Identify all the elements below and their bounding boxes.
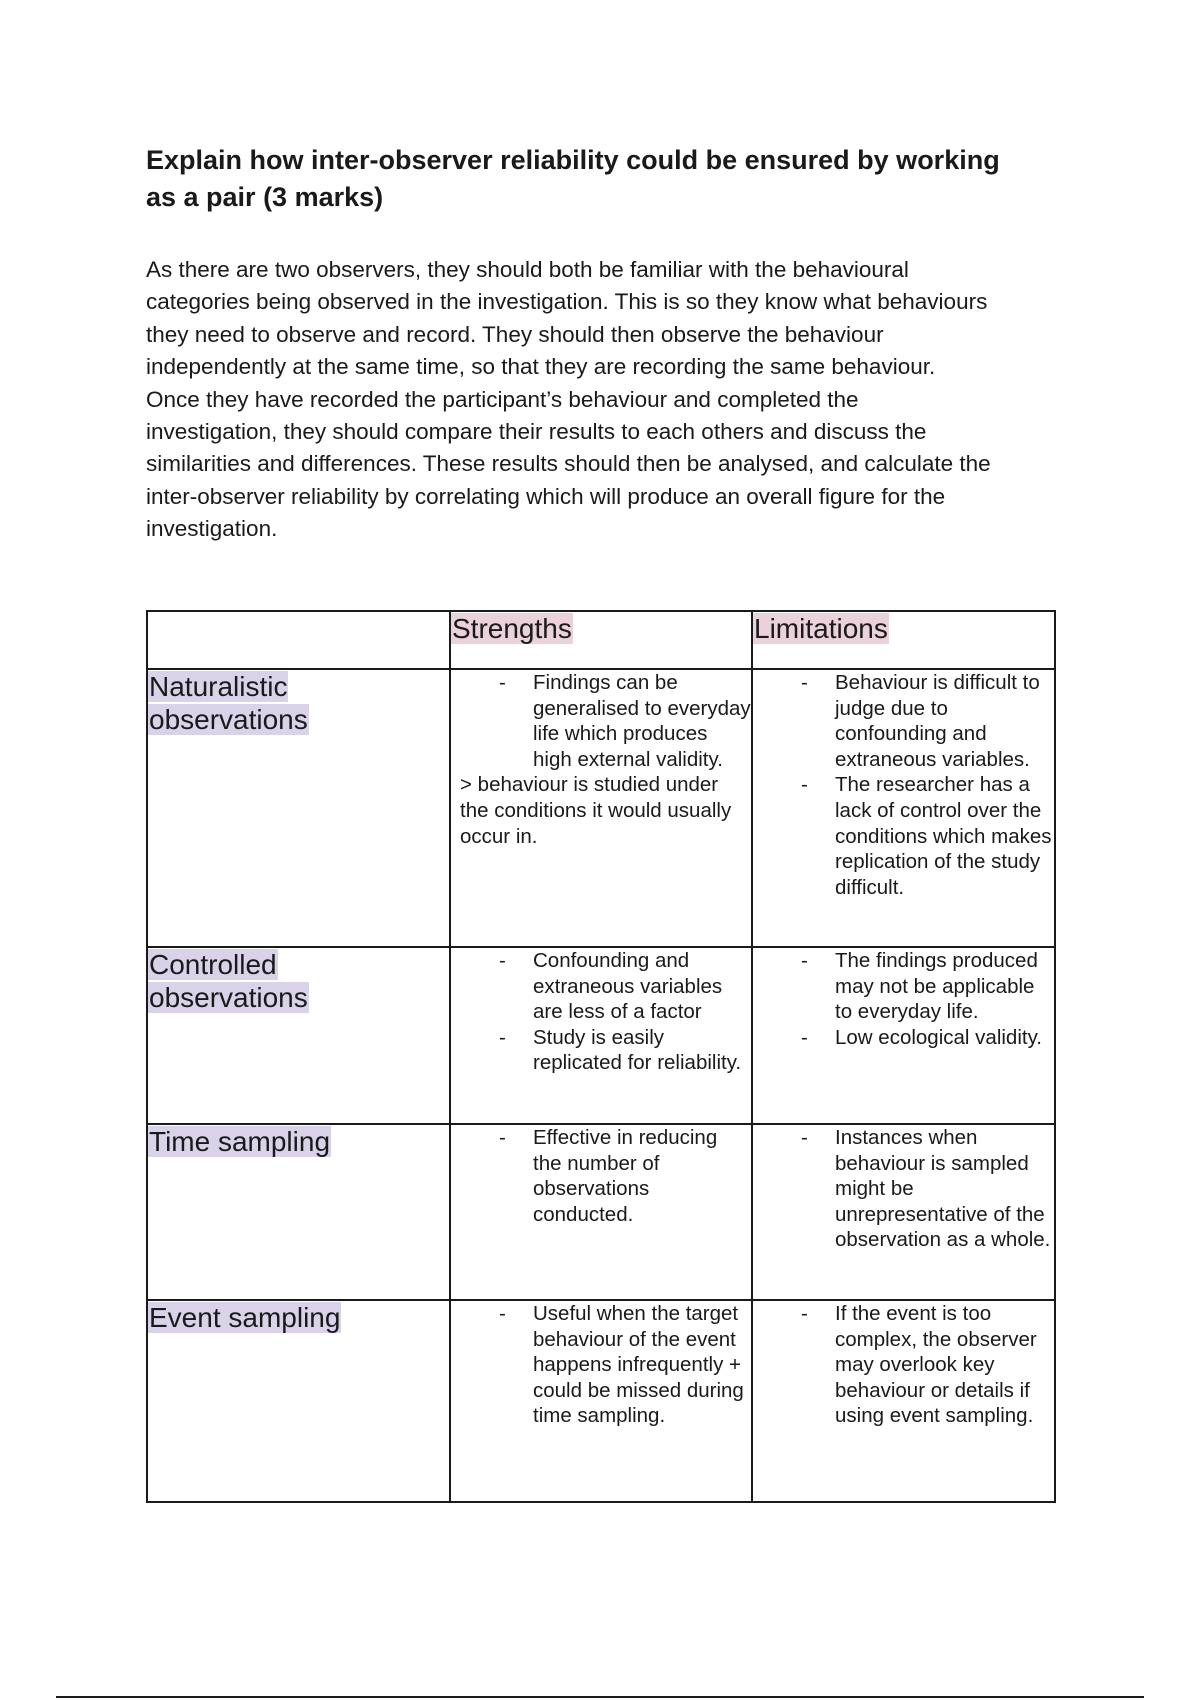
question-line-1: Explain how inter-observer reliability could be ensured by working — [146, 145, 1000, 175]
answer-line: investigation. — [146, 516, 278, 542]
strengths-cell — [450, 1124, 752, 1300]
row-label: Time sampling — [149, 1126, 331, 1157]
table-row — [147, 1124, 1055, 1300]
answer-line: they need to observe and record. They should then observe the behaviour — [146, 321, 884, 347]
row-label-cell — [147, 1300, 450, 1502]
table-row — [147, 669, 1055, 947]
answer-line: Once they have recorded the participant’s behaviour and completed the — [146, 386, 859, 412]
limitations-list — [753, 1301, 1054, 1429]
header-blank-cell — [147, 611, 450, 669]
list-item: - Instances when behaviour is sampled might be unrepresentative of the observation as a whole. — [835, 1125, 1054, 1253]
table-header-row — [147, 611, 1055, 669]
limitations-cell — [752, 1124, 1055, 1300]
strengths-cell — [450, 947, 752, 1124]
header-limitations: Limitations — [754, 613, 888, 644]
answer-line: independently at the same time, so that they are recording the same behaviour. — [146, 354, 936, 380]
strengths-list — [451, 670, 751, 772]
answer-paragraph — [146, 254, 1066, 546]
strengths-list — [451, 1125, 751, 1227]
limitations-list — [753, 948, 1054, 1050]
answer-line: investigation, they should compare their results to each others and discuss the — [146, 419, 927, 445]
strengths-note: > behaviour is studied under the conditions it would usually occur in. — [460, 773, 732, 848]
list-item: - Behaviour is difficult to judge due to confounding and extraneous variables. — [835, 670, 1054, 772]
limitations-cell — [752, 1300, 1055, 1502]
row-label: Event sampling — [149, 1302, 341, 1333]
list-item: - Confounding and extraneous variables are less of a factor — [533, 948, 751, 1025]
row-label: Controlled observations — [149, 949, 308, 1013]
table-row — [147, 1300, 1055, 1502]
question-heading — [146, 142, 1066, 216]
answer-line: As there are two observers, they should both be familiar with the behavioural — [146, 257, 909, 282]
list-item: - Effective in reducing the number of observations conducted. — [533, 1125, 751, 1227]
strengths-list — [451, 948, 751, 1076]
observation-methods-table — [146, 610, 1056, 1503]
limitations-list — [753, 670, 1054, 900]
row-label: Naturalistic observations — [149, 671, 308, 735]
strengths-cell — [450, 1300, 752, 1502]
list-item: - The researcher has a lack of control over the conditions which makes replication of the study difficult. — [835, 772, 1054, 900]
list-item: - Low ecological validity. — [835, 1025, 1054, 1051]
table-row — [147, 947, 1055, 1124]
list-item: - The findings produced may not be applicable to everyday life. — [835, 948, 1054, 1025]
row-label-cell — [147, 947, 450, 1124]
strengths-list — [451, 1301, 751, 1429]
limitations-cell — [752, 669, 1055, 947]
limitations-list — [753, 1125, 1054, 1253]
answer-line: similarities and differences. These results should then be analysed, and calculate the — [146, 451, 991, 477]
list-item: - Useful when the target behaviour of the event happens infrequently + could be missed during time sampling. — [533, 1301, 751, 1429]
limitations-cell — [752, 947, 1055, 1124]
answer-line: inter-observer reliability by correlating which will produce an overall figure for the — [146, 483, 946, 509]
row-label-cell — [147, 1124, 450, 1300]
strengths-cell — [450, 669, 752, 947]
header-strengths: Strengths — [452, 613, 572, 644]
question-line-2: as a pair (3 marks) — [146, 182, 384, 212]
header-limitations-cell — [752, 611, 1055, 669]
header-strengths-cell — [450, 611, 752, 669]
list-item: - Study is easily replicated for reliability. — [533, 1025, 751, 1076]
answer-line: categories being observed in the investigation. This is so they know what behaviours — [146, 289, 988, 315]
row-label-cell — [147, 669, 450, 947]
list-item: - If the event is too complex, the observer may overlook key behaviour or details if using event sampling. — [835, 1301, 1054, 1429]
list-item: - Findings can be generalised to everyday life which produces high external validity. — [533, 670, 751, 772]
footer-divider — [56, 1696, 1144, 1698]
